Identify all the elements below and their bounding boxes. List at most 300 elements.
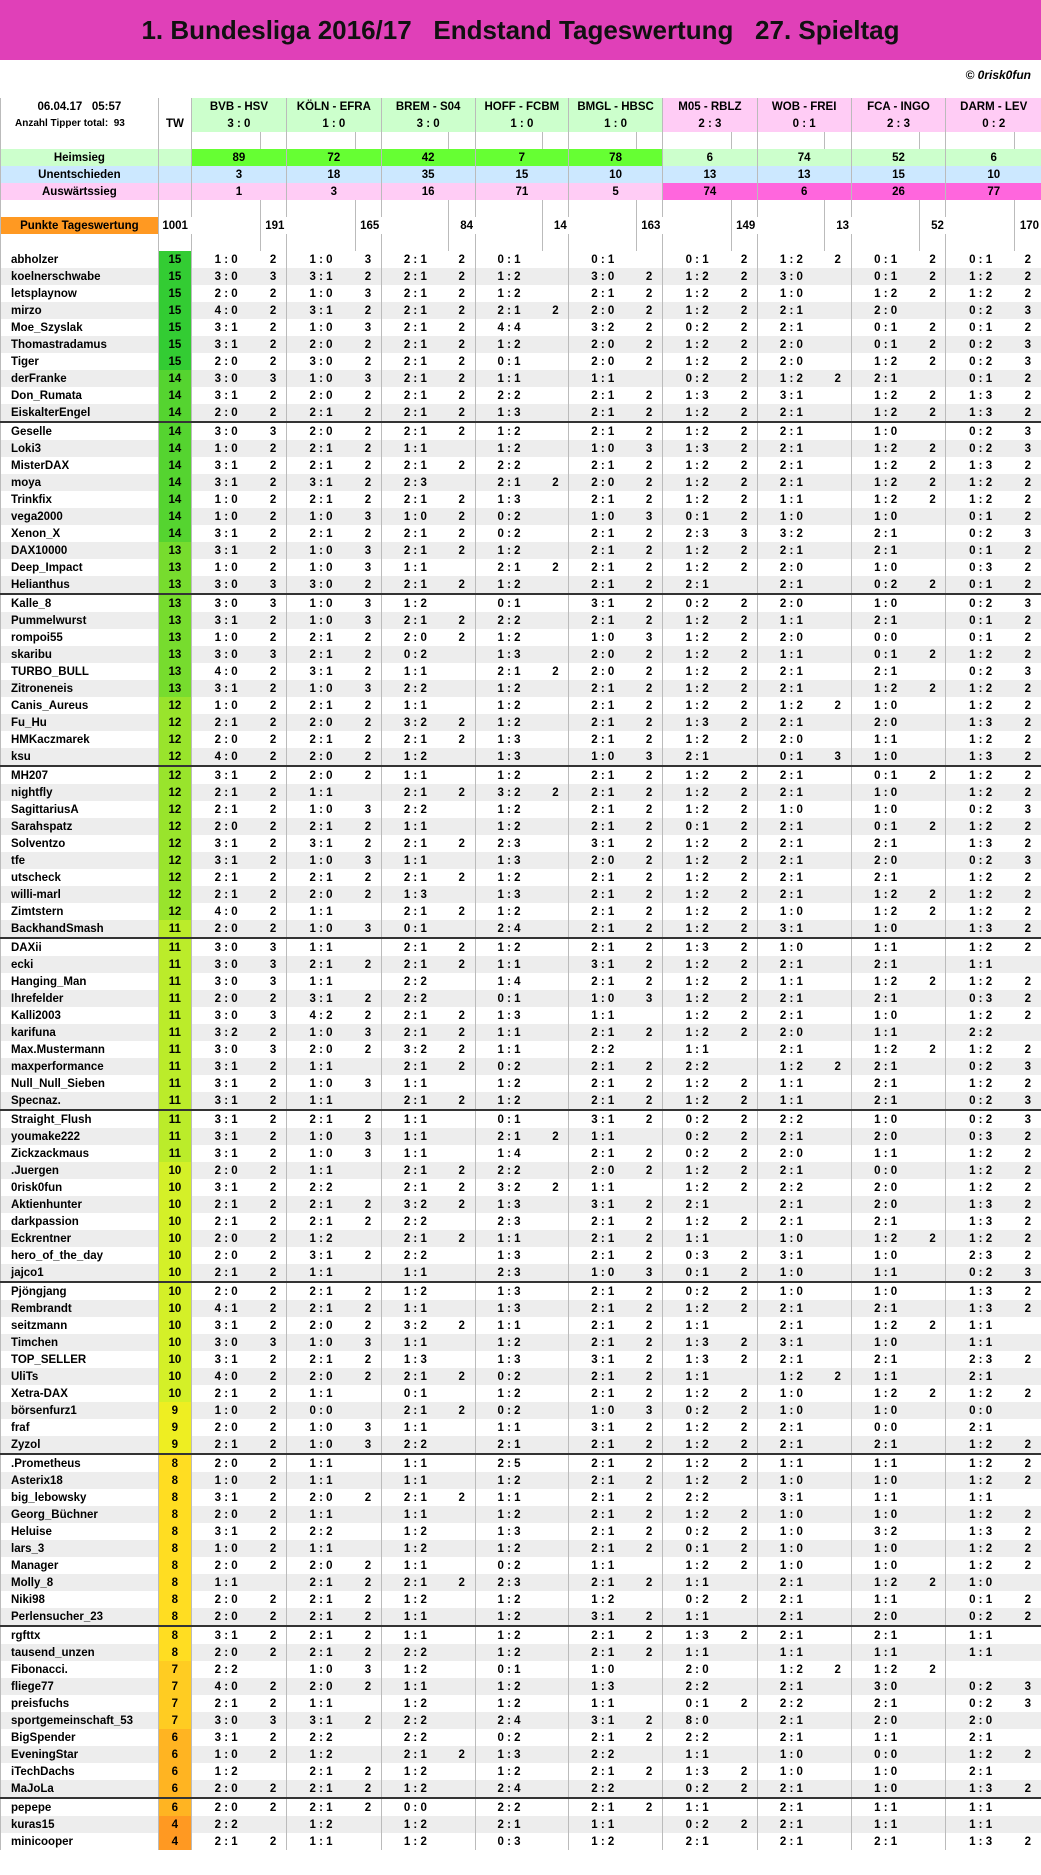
tip-points: 2 [1015,1746,1041,1763]
tip-points: 2 [731,990,757,1007]
tip-points [731,1712,757,1729]
tip-points: 2 [260,1145,286,1162]
tip-score: 2 : 0 [286,1317,355,1334]
tip-points [825,903,851,920]
tip-score: 1 : 1 [381,1454,449,1472]
tip-score: 2 : 0 [851,1712,920,1729]
tip-score: 3 : 2 [569,319,637,336]
tip-points [825,1454,851,1472]
tip-score: 2 : 1 [381,1402,449,1419]
spacer-cell [851,200,920,217]
tip-points [825,990,851,1007]
tip-score: 2 : 2 [757,1695,825,1712]
tip-score: 1 : 2 [191,1763,260,1780]
tip-score: 1 : 0 [286,1436,355,1454]
tip-points [543,422,569,440]
tip-points: 2 [636,1454,662,1472]
tw-score: 14 [158,370,191,387]
tip-score: 1 : 2 [662,956,731,973]
tip-points [825,404,851,422]
tw-score: 12 [158,784,191,801]
tip-score: 2 : 1 [569,1213,637,1230]
tipper-name: ecki [1,956,159,973]
tip-score: 1 : 0 [569,629,637,646]
tip-points: 2 [449,938,475,956]
tip-score: 2 : 1 [851,1695,920,1712]
tip-points: 2 [260,990,286,1007]
tip-score: 2 : 1 [191,714,260,731]
tip-points: 3 [260,370,286,387]
tip-score: 2 : 1 [569,1075,637,1092]
tip-score: 2 : 1 [286,1798,355,1816]
tw-score: 10 [158,1334,191,1351]
tip-points [920,1798,946,1816]
tip-points: 2 [260,714,286,731]
tipper-name: Eckrentner [1,1230,159,1247]
tip-points [543,1712,569,1729]
tip-score: 1 : 0 [286,1075,355,1092]
tip-score: 2 : 1 [569,1454,637,1472]
tipper-name: MH207 [1,766,159,784]
tw-score: 10 [158,1351,191,1368]
tip-points: 3 [636,990,662,1007]
tip-points [543,1591,569,1608]
tip-score: 0 : 0 [851,629,920,646]
tip-score: 1 : 0 [851,1282,920,1300]
tip-points: 2 [636,1608,662,1626]
table-row [1,1196,1041,1213]
tip-points: 2 [636,1574,662,1591]
tip-points: 2 [731,1454,757,1472]
tip-score: 2 : 0 [569,646,637,663]
tip-points: 2 [731,440,757,457]
tipper-count-value: 93 [113,117,125,129]
tip-score: 1 : 0 [757,1282,825,1300]
spacer-cell [946,234,1015,251]
tip-points [1015,1626,1041,1644]
tip-score: 1 : 1 [851,938,920,956]
tip-score: 2 : 0 [286,336,355,353]
tip-score: 1 : 2 [569,1833,637,1850]
tip-score: 1 : 0 [191,629,260,646]
tip-score: 3 : 2 [475,1179,543,1196]
tw-score: 11 [158,1007,191,1024]
tip-score: 2 : 1 [851,1092,920,1110]
spacer-cell [757,132,825,149]
tip-score: 1 : 3 [475,852,543,869]
tip-score: 1 : 1 [662,1608,731,1626]
tip-score: 1 : 2 [662,766,731,784]
tip-score: 1 : 2 [946,1472,1015,1489]
tip-points [355,1385,381,1402]
tip-points: 2 [355,1282,381,1300]
tip-score: 2 : 1 [757,1798,825,1816]
table-row [1,1419,1041,1436]
tip-score: 1 : 1 [381,1506,449,1523]
tw-score: 13 [158,559,191,576]
tip-points: 2 [260,629,286,646]
tip-points: 2 [636,1075,662,1092]
tip-score: 1 : 1 [381,1334,449,1351]
tip-score: 1 : 2 [851,474,920,491]
table-row [1,1058,1041,1075]
tip-points [543,1763,569,1780]
tip-points: 2 [1015,784,1041,801]
tipper-name: Kalle_8 [1,594,159,612]
tip-points: 2 [260,903,286,920]
tip-score: 1 : 3 [946,920,1015,938]
tip-score: 1 : 1 [946,1317,1015,1334]
tip-points [920,1523,946,1540]
tip-score: 2 : 0 [191,353,260,370]
tip-points [636,1833,662,1850]
tip-score: 2 : 1 [381,422,449,440]
tip-points: 2 [260,1833,286,1850]
tipper-name: Moe_Szyslak [1,319,159,336]
tip-score: 2 : 3 [381,474,449,491]
tip-score: 1 : 2 [662,1179,731,1196]
tip-score: 1 : 1 [475,1419,543,1436]
tip-points [355,1179,381,1196]
tip-score: 1 : 2 [662,869,731,886]
tip-score: 2 : 1 [757,302,825,319]
tipper-name: jajco1 [1,1264,159,1282]
tip-points [449,1557,475,1574]
tip-score: 1 : 0 [191,491,260,508]
tip-score: 2 : 1 [851,542,920,559]
tip-points: 2 [1015,714,1041,731]
tip-score: 1 : 2 [475,576,543,594]
tip-points: 2 [1015,903,1041,920]
unentschieden-row-count-4: 10 [569,166,663,183]
tipper-name: Solventzo [1,835,159,852]
tip-score: 3 : 1 [191,835,260,852]
tip-score: 0 : 2 [946,422,1015,440]
tip-score: 3 : 1 [569,1110,637,1128]
tip-score: 1 : 0 [851,594,920,612]
tip-points: 2 [731,1506,757,1523]
tip-score: 2 : 1 [569,1247,637,1264]
tip-score: 2 : 0 [757,629,825,646]
tip-score: 1 : 2 [662,268,731,285]
table-row [1,336,1041,353]
tip-score: 2 : 1 [569,973,637,990]
tip-score: 2 : 1 [569,1145,637,1162]
tip-points: 2 [1015,869,1041,886]
tip-points: 3 [355,508,381,525]
tip-score: 1 : 2 [851,1041,920,1058]
tip-points: 2 [449,956,475,973]
tip-points [636,1816,662,1833]
tip-points: 2 [449,731,475,748]
tw-score: 12 [158,801,191,818]
tip-score: 2 : 1 [191,886,260,903]
tip-points [920,559,946,576]
tip-score: 1 : 1 [475,1230,543,1247]
table-row [1,1145,1041,1162]
tip-score: 2 : 0 [191,1780,260,1798]
tip-score: 1 : 2 [946,1454,1015,1472]
tip-score: 1 : 3 [381,886,449,903]
match-name-1: KÖLN - EFRA [286,98,381,115]
table-row [1,1506,1041,1523]
tip-score: 1 : 0 [757,508,825,525]
auswaertssieg-row-count-4: 5 [569,183,663,200]
tip-score: 2 : 1 [757,1007,825,1024]
spacer-cell [381,200,449,217]
tip-points: 2 [449,1007,475,1024]
tip-points [825,474,851,491]
tip-score: 3 : 0 [569,268,637,285]
tip-score: 3 : 0 [191,1007,260,1024]
tip-score: 1 : 2 [381,594,449,612]
tip-score: 0 : 1 [851,336,920,353]
tip-points: 2 [636,680,662,697]
tip-score: 2 : 1 [946,1368,1015,1385]
tip-score: 0 : 1 [475,353,543,370]
tip-score: 1 : 2 [662,1300,731,1317]
tip-points [825,714,851,731]
tip-score: 2 : 1 [569,1092,637,1110]
tip-points [825,1557,851,1574]
tip-points [825,973,851,990]
tip-points [825,508,851,525]
tip-points: 2 [731,285,757,302]
tip-score: 1 : 0 [569,508,637,525]
tip-score: 1 : 2 [946,680,1015,697]
tip-score: 0 : 2 [946,1608,1015,1626]
tip-score: 1 : 3 [475,1351,543,1368]
tip-score: 3 : 2 [851,1523,920,1540]
heimsieg-row-count-2: 42 [381,149,475,166]
tip-points: 2 [1015,680,1041,697]
tw-score: 13 [158,542,191,559]
tip-score: 2 : 1 [569,525,637,542]
tip-score: 0 : 0 [946,1402,1015,1419]
tip-points [543,1230,569,1247]
tip-points: 2 [636,1712,662,1729]
tip-score: 2 : 0 [569,353,637,370]
tip-score: 2 : 1 [757,1317,825,1334]
tip-score: 1 : 0 [757,938,825,956]
tip-points: 2 [355,1368,381,1385]
tip-points [449,1436,475,1454]
tip-score: 2 : 1 [381,285,449,302]
tip-score: 3 : 0 [191,956,260,973]
tip-score: 1 : 2 [475,542,543,559]
table-row [1,1351,1041,1368]
tip-points: 2 [449,285,475,302]
tw-score: 9 [158,1402,191,1419]
tip-points [825,1591,851,1608]
tip-points: 2 [731,1075,757,1092]
tip-score: 1 : 0 [286,319,355,336]
table-row [1,1368,1041,1385]
tip-points: 2 [355,387,381,404]
tip-points [543,1729,569,1746]
tip-score: 2 : 2 [191,1661,260,1678]
tip-points: 2 [355,1213,381,1230]
tip-points [543,1334,569,1351]
tip-score: 0 : 2 [946,525,1015,542]
heimsieg-row-count-5: 6 [662,149,757,166]
table-row [1,1179,1041,1196]
table-row [1,1454,1041,1472]
tip-points [543,268,569,285]
table-row [1,784,1041,801]
table-row [1,594,1041,612]
punkte-match-8: 170 [1015,217,1041,234]
tipper-name: pepepe [1,1798,159,1816]
tip-points [543,1385,569,1402]
tip-score: 1 : 0 [851,1247,920,1264]
tip-points: 2 [825,1661,851,1678]
tip-score: 2 : 1 [757,1833,825,1850]
match-name-8: DARM - LEV [946,98,1041,115]
tip-score: 2 : 1 [851,990,920,1007]
tip-points [920,1626,946,1644]
tip-points [1015,1368,1041,1385]
tip-points [920,748,946,766]
tip-points: 2 [260,491,286,508]
tip-score: 3 : 1 [286,474,355,491]
tip-score: 2 : 1 [757,956,825,973]
tip-score: 1 : 2 [662,1436,731,1454]
tip-points [825,1712,851,1729]
tip-score: 1 : 0 [286,370,355,387]
tip-score: 2 : 0 [191,1282,260,1300]
tip-points [543,1041,569,1058]
tip-points: 2 [260,1523,286,1540]
tip-points: 2 [260,404,286,422]
tip-points: 2 [260,869,286,886]
tip-points [825,663,851,680]
tip-points: 2 [260,1058,286,1075]
match-result-3: 1 : 0 [475,115,569,132]
tip-score: 1 : 3 [946,404,1015,422]
tip-points [543,1300,569,1317]
table-row [1,886,1041,903]
spacer-cell [475,132,543,149]
tip-score: 2 : 1 [286,1763,355,1780]
tip-points: 2 [1015,1196,1041,1213]
tip-points [543,1110,569,1128]
tip-points [825,818,851,835]
tip-score: 2 : 5 [475,1454,543,1472]
tip-points [543,353,569,370]
tipper-name: darkpassion [1,1213,159,1230]
tip-score: 1 : 1 [662,1644,731,1661]
table-row [1,1075,1041,1092]
tip-points [449,818,475,835]
spacer-cell [1,200,159,217]
tip-score: 3 : 0 [191,1334,260,1351]
tw-score: 10 [158,1196,191,1213]
tip-score: 2 : 1 [381,903,449,920]
tip-points: 2 [731,319,757,336]
tip-score: 1 : 2 [757,1661,825,1678]
tip-points: 2 [260,1506,286,1523]
tip-points [449,1661,475,1678]
tip-score: 1 : 3 [475,1247,543,1264]
tip-score: 1 : 2 [946,1436,1015,1454]
tip-points: 2 [636,1489,662,1506]
tip-points: 2 [636,973,662,990]
tip-score: 2 : 1 [851,1213,920,1230]
tip-points: 2 [636,903,662,920]
tip-points: 2 [260,302,286,319]
tw-score: 15 [158,268,191,285]
tip-points: 2 [449,508,475,525]
tw-score: 14 [158,404,191,422]
title-banner [0,0,1041,60]
tip-points: 2 [636,1626,662,1644]
tip-points: 2 [825,1368,851,1385]
tip-score: 0 : 2 [381,646,449,663]
tip-score: 1 : 1 [475,370,543,387]
tip-score: 1 : 2 [662,612,731,629]
tip-score: 2 : 1 [286,1591,355,1608]
tip-points [825,1540,851,1557]
tip-score: 2 : 1 [569,680,637,697]
tip-score: 1 : 2 [475,285,543,302]
tip-points [825,1626,851,1644]
tip-score: 3 : 0 [191,422,260,440]
tip-points: 2 [731,938,757,956]
tip-score: 1 : 0 [946,1574,1015,1591]
tip-score: 2 : 0 [191,1162,260,1179]
tip-points: 2 [355,1247,381,1264]
tip-points: 2 [636,835,662,852]
tip-score: 2 : 2 [381,1247,449,1264]
tip-score: 2 : 1 [569,387,637,404]
tip-score: 0 : 1 [851,319,920,336]
table-row [1,370,1041,387]
tip-points [355,1746,381,1763]
spacer-cell [1,132,159,149]
tip-points: 2 [1015,474,1041,491]
spacer-cell [158,234,191,251]
tip-score: 1 : 2 [851,1317,920,1334]
tip-points: 2 [731,268,757,285]
tip-score: 2 : 0 [851,852,920,869]
tip-score: 1 : 0 [569,990,637,1007]
unentschieden-row-count-3: 15 [475,166,569,183]
tip-points [1015,1024,1041,1041]
tip-score: 1 : 2 [662,491,731,508]
tip-score: 2 : 1 [851,663,920,680]
tip-points [543,801,569,818]
tip-score: 3 : 1 [286,1712,355,1729]
tip-points [825,629,851,646]
tip-points: 2 [260,1351,286,1368]
tip-points: 2 [636,869,662,886]
tip-score: 2 : 2 [286,1179,355,1196]
tip-points [355,1230,381,1247]
tip-points [731,1678,757,1695]
tip-points [543,1574,569,1591]
tip-points: 2 [449,251,475,268]
tip-points: 2 [543,302,569,319]
tip-score: 3 : 1 [191,1058,260,1075]
tip-points: 2 [731,457,757,474]
tw-score: 11 [158,990,191,1007]
tip-points [825,731,851,748]
tip-score: 0 : 2 [851,576,920,594]
tip-score: 1 : 3 [946,1833,1015,1850]
tip-points: 2 [260,1695,286,1712]
tip-points [920,1763,946,1780]
